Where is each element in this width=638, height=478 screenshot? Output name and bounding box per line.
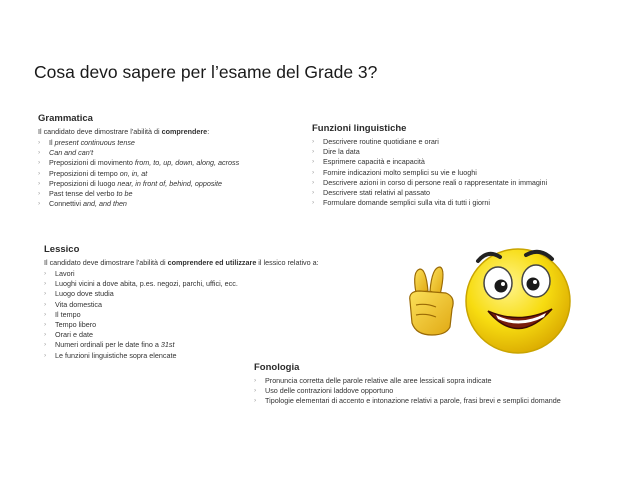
fonologia-heading: Fonologia <box>254 362 300 373</box>
lessico-list <box>44 269 319 361</box>
list-item <box>312 198 547 208</box>
chevron-right-icon: › <box>312 138 315 145</box>
list-item <box>38 138 239 148</box>
item-text: Orari e date <box>55 330 93 340</box>
chevron-right-icon: › <box>38 139 41 146</box>
list-item <box>44 351 319 361</box>
item-italic: present continuous tense <box>54 138 135 147</box>
list-item <box>312 137 547 147</box>
item-italic: on, in, at <box>119 168 148 178</box>
item-text: Preposizioni di luogo <box>49 178 118 188</box>
list-item <box>44 289 319 299</box>
lessico-intro-bold: comprendere ed utilizzare <box>167 258 257 267</box>
item-italic: near, in front of, behind, opposite <box>117 178 223 188</box>
item-text: Il <box>49 138 55 147</box>
victory-smiley-icon <box>406 243 586 373</box>
item-text: Esprimere capacità e incapacità <box>323 157 425 167</box>
list-item <box>44 330 319 340</box>
page-title: Cosa devo sapere per l’esame del Grade 3? <box>34 62 378 82</box>
grammatica-heading: Grammatica <box>38 113 93 124</box>
fonologia-list <box>254 376 561 407</box>
chevron-right-icon: › <box>312 178 315 186</box>
item-text: Pronuncia corretta delle parole relative alle aree lessicali sopra indicate <box>265 376 492 385</box>
lessico-section <box>44 244 319 361</box>
chevron-right-icon: › <box>44 290 47 298</box>
item-text: Luogo dove studia <box>55 289 114 299</box>
chevron-right-icon: › <box>254 387 257 395</box>
item-text: Lavori <box>55 269 75 278</box>
list-item <box>312 147 547 157</box>
chevron-right-icon: › <box>44 280 47 288</box>
grammatica-intro <box>38 127 239 136</box>
chevron-right-icon: › <box>312 199 315 207</box>
item-text: Luoghi vicini a dove abita, p.es. negozi, parchi, uffici, ecc. <box>55 279 238 289</box>
list-item <box>44 340 319 350</box>
item-text: Vita domestica <box>55 299 103 309</box>
list-item <box>254 386 561 396</box>
item-text: Il tempo <box>55 309 81 319</box>
item-italic: Can and can't <box>49 148 94 158</box>
list-item <box>44 279 319 289</box>
chevron-right-icon: › <box>44 310 47 318</box>
list-item <box>44 320 319 330</box>
grammatica-intro-bold: comprendere <box>161 127 208 136</box>
item-text: Le funzioni linguistiche sopra elencate <box>55 350 177 360</box>
chevron-right-icon: › <box>312 148 315 156</box>
item-text: Tempo libero <box>55 320 97 330</box>
funzioni-section <box>312 123 547 208</box>
list-item <box>312 188 547 198</box>
chevron-right-icon: › <box>254 397 257 405</box>
item-italic: and, and then <box>82 199 127 209</box>
item-text: Fornire indicazioni molto semplici su vie e luoghi <box>323 167 477 177</box>
chevron-right-icon: › <box>312 189 315 197</box>
item-italic: 31st <box>160 340 175 350</box>
lessico-intro-text: Il candidato deve dimostrare l'abilità di <box>44 258 168 267</box>
list-item <box>38 179 239 189</box>
item-text: Tipologie elementari di accento e intonazione relativi a parole, frasi brevi e semplici domande <box>265 396 561 406</box>
list-item <box>38 158 239 168</box>
grammatica-section <box>38 113 239 209</box>
item-text: Connettivi <box>49 199 83 209</box>
chevron-right-icon: › <box>38 149 41 157</box>
list-item <box>254 376 561 386</box>
chevron-right-icon: › <box>44 321 47 329</box>
lessico-intro <box>44 258 319 267</box>
list-item <box>38 148 239 158</box>
list-item <box>38 189 239 199</box>
item-italic: from, to, up, down, along, across <box>134 158 240 168</box>
grammatica-intro-text: Il candidato deve dimostrare l'abilità di <box>38 127 162 136</box>
item-italic: to be <box>116 189 133 199</box>
list-item <box>38 169 239 179</box>
chevron-right-icon: › <box>38 190 41 198</box>
chevron-right-icon: › <box>44 300 47 308</box>
list-item <box>312 157 547 167</box>
chevron-right-icon: › <box>254 377 257 384</box>
item-text: Preposizioni di movimento <box>49 158 135 168</box>
lessico-intro-end: il lessico relativo a: <box>256 258 319 267</box>
list-item <box>312 168 547 178</box>
list-item <box>44 269 319 279</box>
chevron-right-icon: › <box>44 270 47 277</box>
item-text: Descrivere routine quotidiane e orari <box>323 137 439 146</box>
smiley-face-icon <box>466 249 570 353</box>
item-text: Past tense del verbo <box>49 189 117 199</box>
grammatica-list <box>38 138 239 209</box>
chevron-right-icon: › <box>312 168 315 176</box>
list-item <box>38 199 239 209</box>
item-text: Numeri ordinali per le date fino a <box>55 340 161 350</box>
funzioni-heading: Funzioni linguistiche <box>312 123 407 134</box>
chevron-right-icon: › <box>38 200 41 208</box>
chevron-right-icon: › <box>44 351 47 359</box>
chevron-right-icon: › <box>38 159 41 167</box>
chevron-right-icon: › <box>38 179 41 187</box>
grammatica-intro-end: : <box>207 127 210 136</box>
lessico-heading: Lessico <box>44 244 80 255</box>
victory-hand-icon <box>410 267 453 335</box>
funzioni-list <box>312 137 547 208</box>
chevron-right-icon: › <box>44 331 47 339</box>
list-item <box>312 178 547 188</box>
chevron-right-icon: › <box>44 341 47 349</box>
list-item <box>44 300 319 310</box>
chevron-right-icon: › <box>38 169 41 177</box>
item-text: Descrivere stati relativi al passato <box>323 188 431 198</box>
chevron-right-icon: › <box>312 158 315 166</box>
item-text: Uso delle contrazioni laddove opportuno <box>265 386 394 396</box>
item-text: Dire la data <box>323 147 360 157</box>
item-text: Preposizioni di tempo <box>49 168 120 178</box>
item-text: Formulare domande semplici sulla vita di tutti i giorni <box>323 198 490 208</box>
list-item <box>44 310 319 320</box>
list-item <box>254 396 561 406</box>
item-text: Descrivere azioni in corso di persone reali o rappresentate in immagini <box>323 177 548 187</box>
